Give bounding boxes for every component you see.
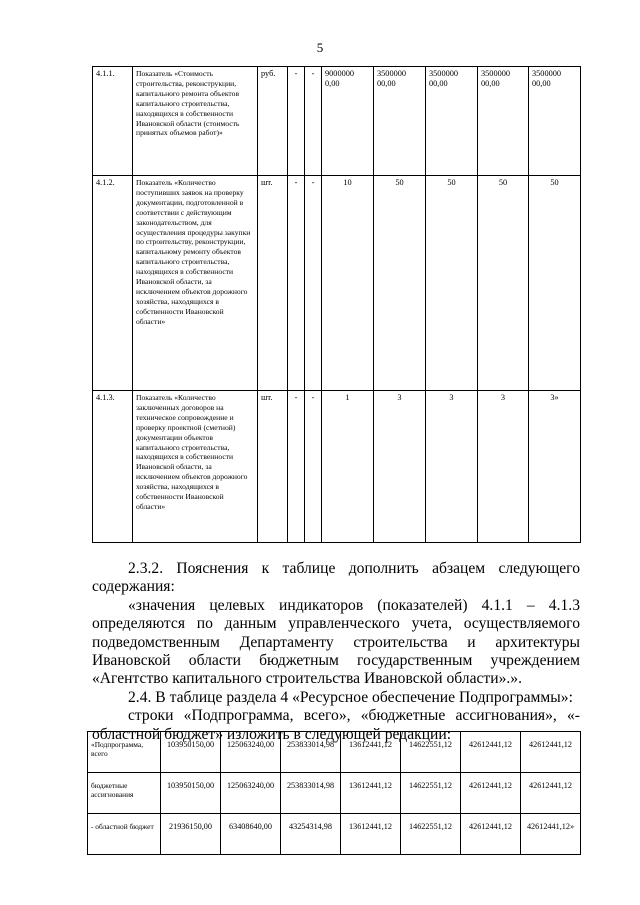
page-number: 5: [316, 40, 324, 55]
resource-value: 42612441,12: [461, 732, 521, 773]
resource-value: 21936150,00: [161, 814, 221, 855]
resource-value: 42612441,12: [521, 773, 581, 814]
paragraph: 2.3.2. Пояснения к таблице дополнить абзацем следующего содержания:: [92, 560, 580, 596]
table-row: [93, 391, 581, 543]
paragraph: 2.4. В таблице раздела 4 «Ресурсное обеспечение Подпрограммы»:: [128, 688, 573, 706]
resource-value: 13612441,12: [341, 773, 401, 814]
resource-value: 14622551,12: [401, 814, 461, 855]
indicator-value: 3500000 00,00: [426, 67, 478, 176]
resource-value: 125063240,00: [221, 773, 281, 814]
resource-label: - областной бюджет: [88, 814, 161, 855]
indicator-value: 3500000 00,00: [529, 67, 581, 176]
table-row: [88, 773, 581, 814]
indicator-value: 50: [426, 176, 478, 391]
indicator-name: Показатель «Количество поступивших заявок на проверку документации, подготовленной в соответствии с действующим законодательством, для осуществления процедуры закупки по строительству, реконструкции, капитальному ремонту объектов капитального строительства, находящихся в собственности Ивановской области, за исключением объектов дорожного хозяйства, находящихся в собственности Ивановской области»: [133, 176, 258, 391]
indicator-name: Показатель «Стоимость строительства, реконструкции, капитального ремонта объектов капитального строительства, находящихся в собственности Ивановской области (стоимость принятых объемов работ)»: [133, 67, 258, 176]
indicator-cell: -: [305, 176, 322, 391]
indicator-value: 3: [478, 391, 529, 543]
indicator-value: 3500000 00,00: [478, 67, 529, 176]
resource-value: 13612441,12: [341, 814, 401, 855]
indicator-number: 4.1.1.: [93, 67, 133, 176]
resource-value: 125063240,00: [221, 732, 281, 773]
paragraph: «значения целевых индикаторов (показателей) 4.1.1 – 4.1.3 определяются по данным управленческого учета, осуществляемого подведомственным Департаменту строительства и архитектуры Ивановской области бюджетным государственным учреждением «Агентство капитального строительства Ивановской области».».: [92, 596, 580, 688]
resource-value: 103950150,00: [161, 773, 221, 814]
resource-value: 103950150,00: [161, 732, 221, 773]
resource-value: 13612441,12: [341, 732, 401, 773]
indicator-value: 3»: [529, 391, 581, 543]
table-row: [88, 732, 581, 773]
indicator-cell: -: [305, 67, 322, 176]
resource-value: 42612441,12»: [521, 814, 581, 855]
indicator-value: 3: [374, 391, 426, 543]
indicator-value: 50: [529, 176, 581, 391]
resource-value: 42612441,12: [521, 732, 581, 773]
resource-label: «Подпрограмма, всего: [88, 732, 161, 773]
table-row: [88, 814, 581, 855]
indicator-cell: -: [288, 176, 305, 391]
resource-value: 253833014,98: [281, 773, 341, 814]
indicator-unit: шт.: [258, 391, 288, 543]
table-row: [93, 176, 581, 391]
paragraph: строки «Подпрограмма, всего», «бюджетные ассигнования», «- областной бюджет» изложить в следующей редакции:: [92, 707, 580, 743]
indicator-name: Показатель «Количество заключенных договоров на техническое сопровождение и проверку проектной (сметной) документации объектов капитального строительства, находящихся в собственности Ивановской области, за исключением объектов дорожного хозяйства, находящихся в собственности Ивановской области»: [133, 391, 258, 543]
resource-label: бюджетные ассигнования: [88, 773, 161, 814]
indicator-value: 1: [322, 391, 374, 543]
indicator-value: 3: [426, 391, 478, 543]
indicator-unit: шт.: [258, 176, 288, 391]
resource-value: 42612441,12: [461, 773, 521, 814]
body-text: [92, 560, 580, 744]
resource-value: 253833014,98: [281, 732, 341, 773]
indicator-value: 3500000 00,00: [374, 67, 426, 176]
table-row: [93, 67, 581, 176]
indicator-number: 4.1.3.: [93, 391, 133, 543]
indicator-value: 50: [374, 176, 426, 391]
indicator-value: 10: [322, 176, 374, 391]
indicator-unit: руб.: [258, 67, 288, 176]
resource-value: 14622551,12: [401, 732, 461, 773]
resources-table: [87, 731, 581, 855]
indicator-value: 9000000 0,00: [322, 67, 374, 176]
indicator-cell: -: [305, 391, 322, 543]
resource-value: 42612441,12: [461, 814, 521, 855]
resource-value: 14622551,12: [401, 773, 461, 814]
indicator-cell: -: [288, 67, 305, 176]
resource-value: 63408640,00: [221, 814, 281, 855]
indicator-value: 50: [478, 176, 529, 391]
resource-value: 43254314,98: [281, 814, 341, 855]
indicator-number: 4.1.2.: [93, 176, 133, 391]
indicator-cell: -: [288, 391, 305, 543]
indicators-table: [92, 66, 581, 543]
